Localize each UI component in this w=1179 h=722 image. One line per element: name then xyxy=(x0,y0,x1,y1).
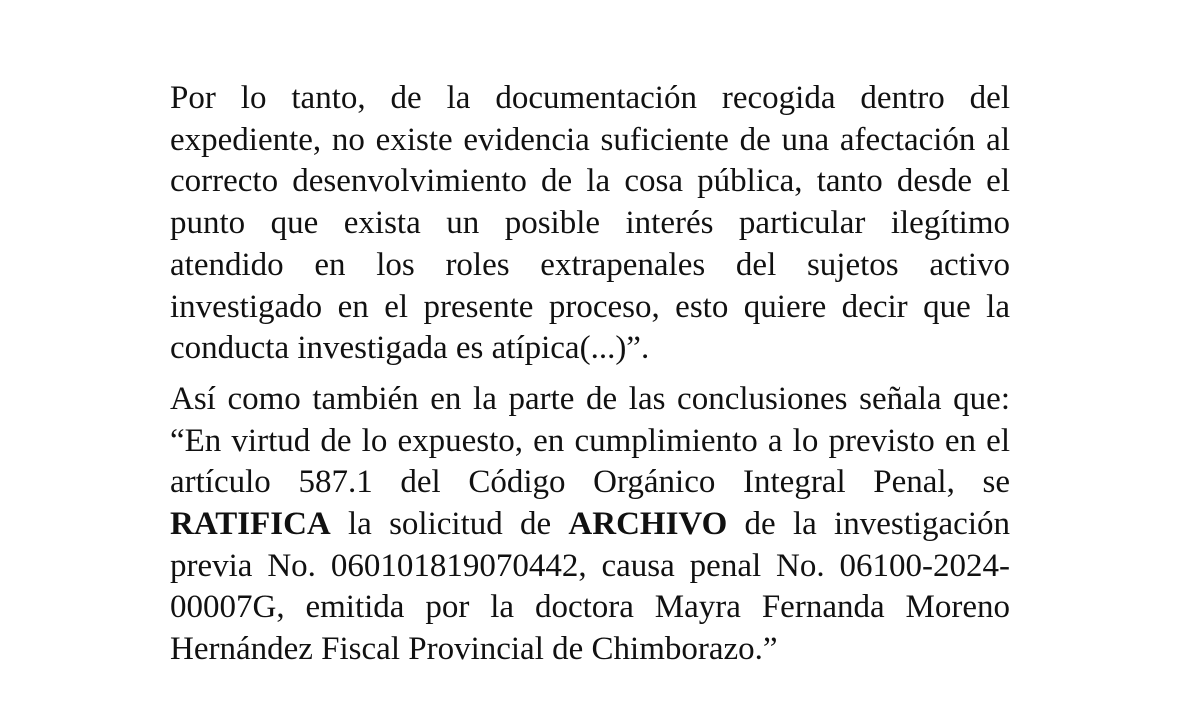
archivo-emphasis: ARCHIVO xyxy=(568,506,728,543)
document-page xyxy=(170,78,1010,671)
paragraph-ratification xyxy=(170,379,1010,671)
paragraph-ratification-text-3: de la investigación previa No. 060101819070442, causa penal No. 06100-2024-00007G, emitida por la doctora Mayra Fernanda Moreno Hernández Fiscal Provincial de Chimborazo.” xyxy=(170,506,1010,668)
paragraph-ratification-text-2: la solicitud de xyxy=(330,506,569,543)
ratifica-emphasis: RATIFICA xyxy=(170,506,331,543)
paragraph-ratification-text-1: Así como también en la parte de las conclusiones señala que: “En virtud de lo expuesto, en cumplimiento a lo previsto en el artículo 587.1 del Código Orgánico Integral Penal, se xyxy=(170,380,1010,501)
paragraph-conclusion: Por lo tanto, de la documentación recogida dentro del expediente, no existe evidencia suficiente de una afectación al correcto desenvolvimiento de la cosa pública, tanto desde el punto que exista un posible interés particular ilegítimo atendido en los roles extrapenales del sujetos activo investigado en el presente proceso, esto quiere decir que la conducta investigada es atípica(...)”. xyxy=(170,80,1010,367)
